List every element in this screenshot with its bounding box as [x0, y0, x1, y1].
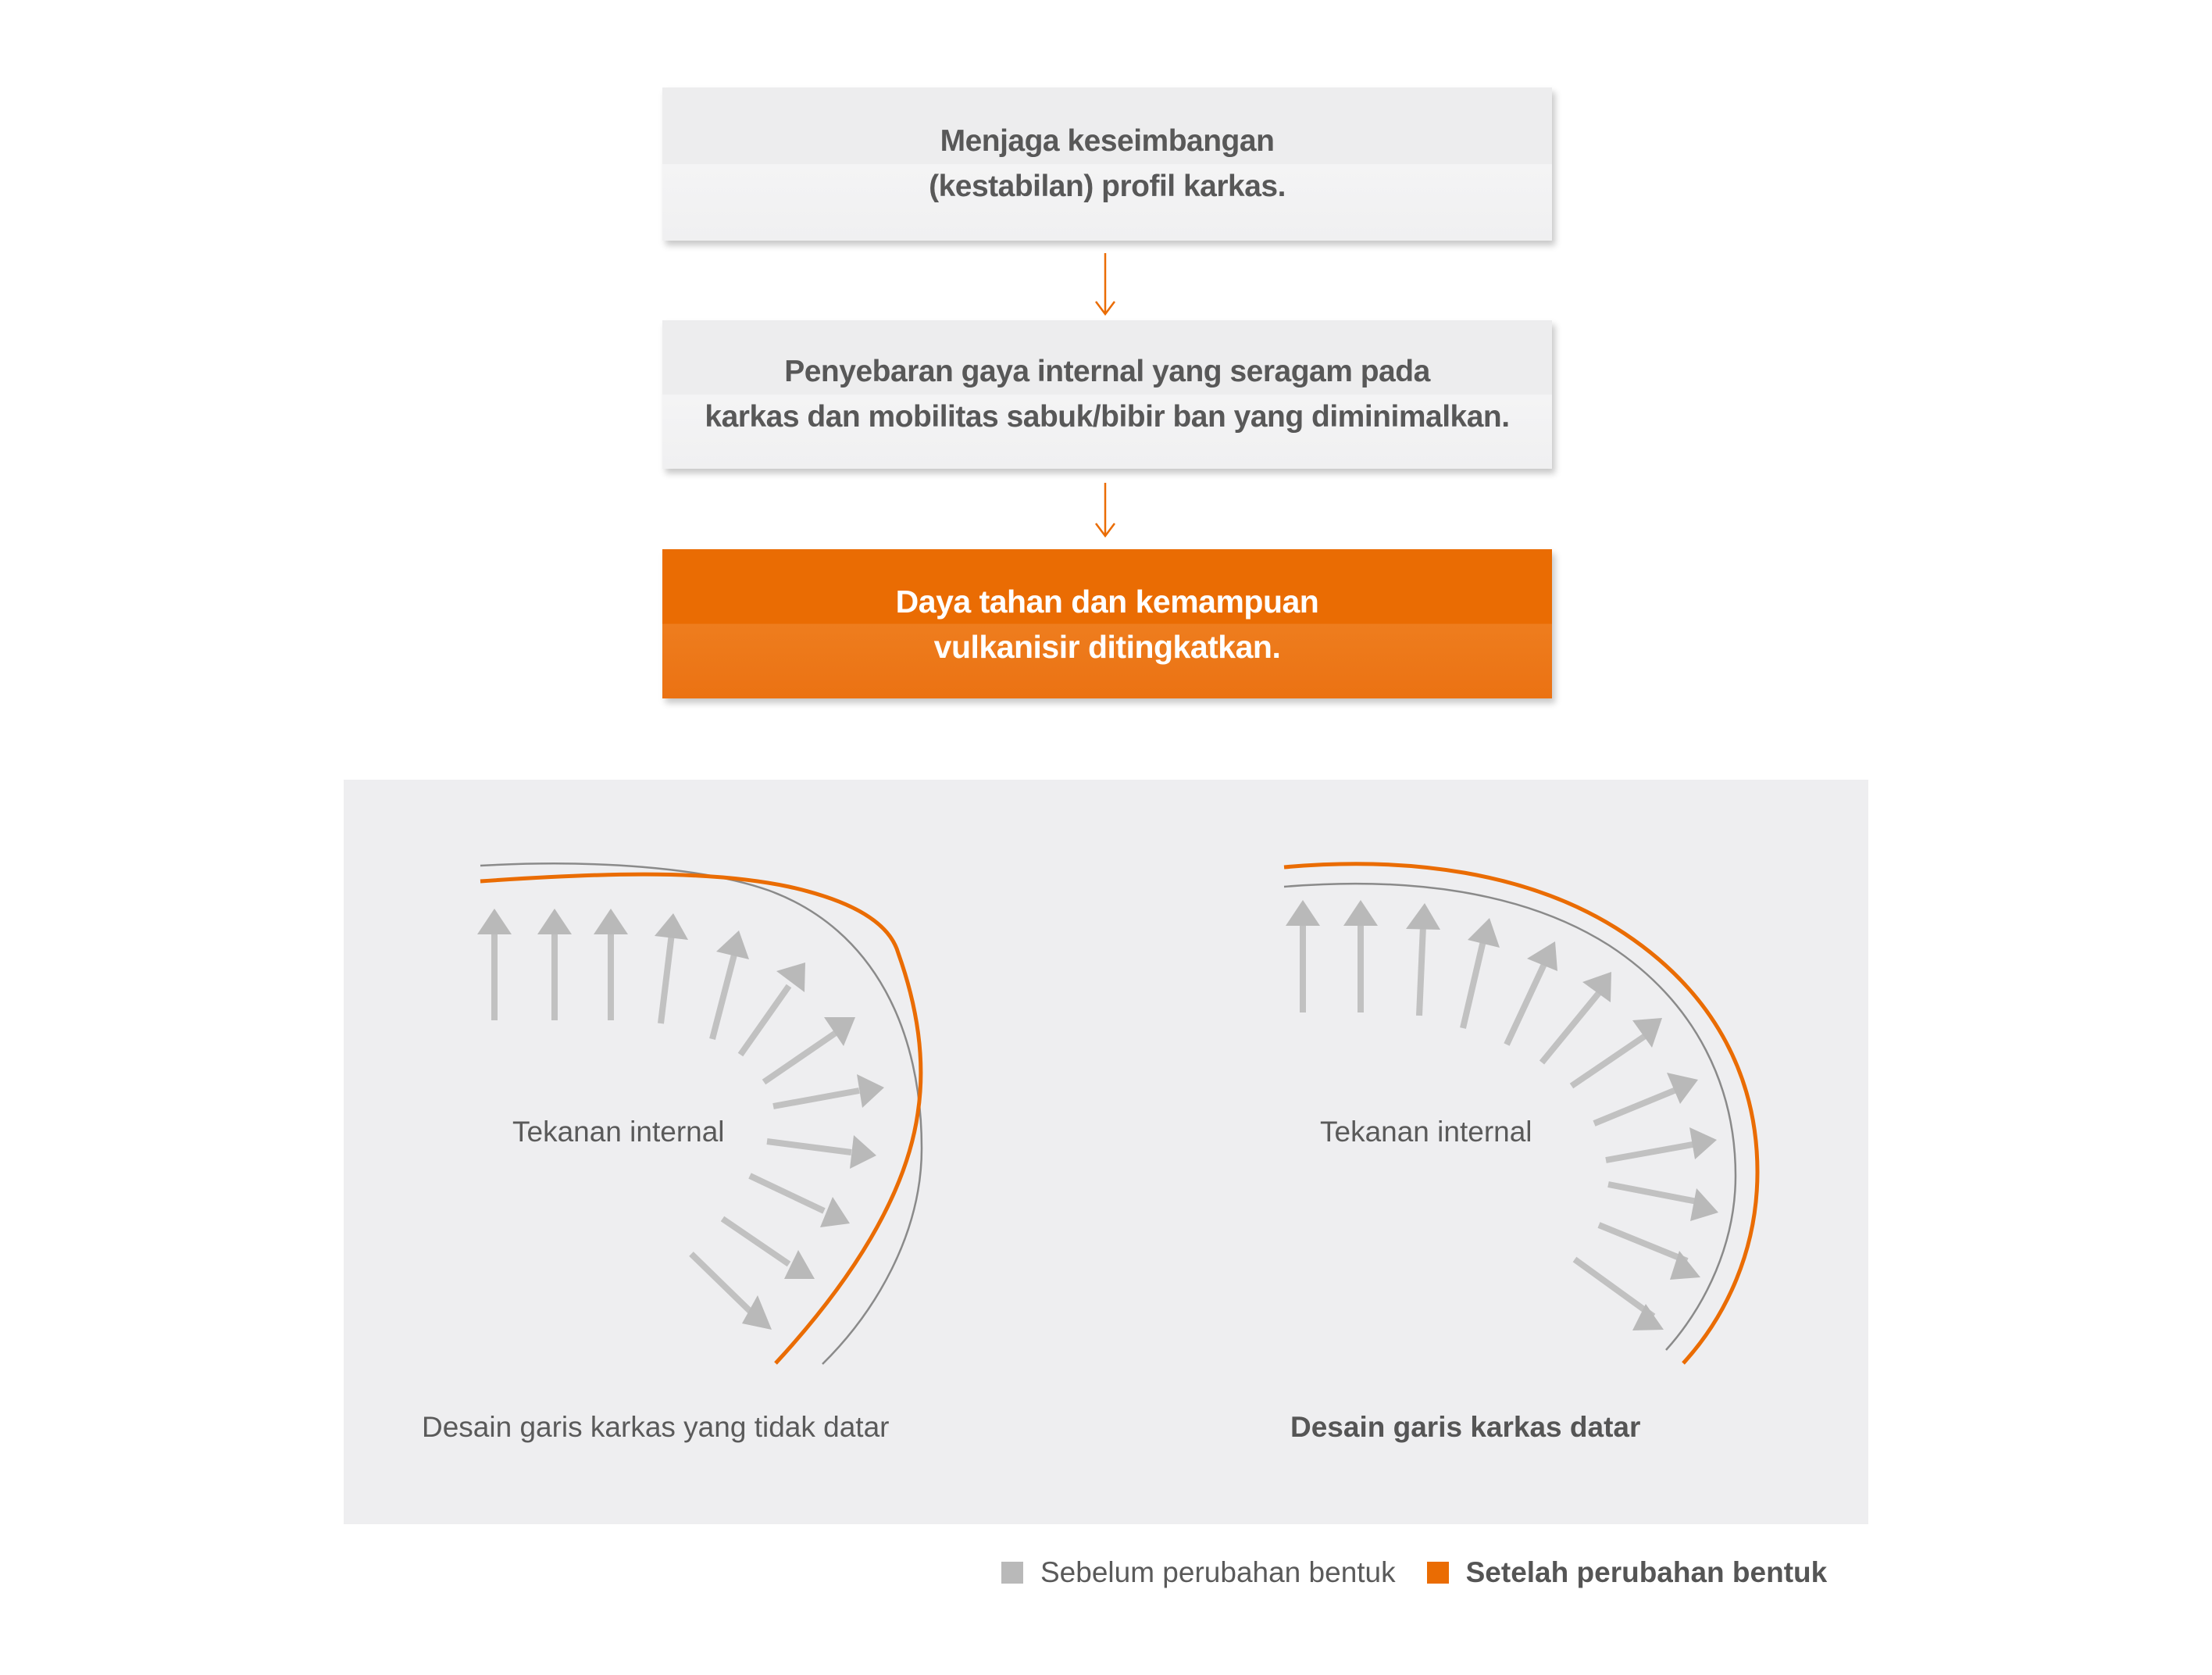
right-diagram: [1284, 864, 1757, 1363]
flow-box-text-line: Menjaga keseimbangan: [940, 124, 1275, 158]
left-diagram: [477, 863, 922, 1364]
legend: [1001, 1555, 1827, 1591]
left-pressure-label: Tekanan internal: [512, 1116, 725, 1148]
legend-label-after: Setelah perubahan bentuk: [1465, 1556, 1828, 1588]
before-deformation-curve: [480, 863, 922, 1364]
left-caption: Desain garis karkas yang tidak datar: [422, 1411, 890, 1443]
right-caption: Desain garis karkas datar: [1290, 1411, 1641, 1443]
flow-box-text-line: vulkanisir ditingkatkan.: [933, 628, 1281, 665]
flow-box-text-line: karkas dan mobilitas sabuk/bibir ban yang diminimalkan.: [705, 400, 1510, 434]
legend-label-before: Sebelum perubahan bentuk: [1040, 1556, 1396, 1588]
legend-swatch-after: [1427, 1562, 1449, 1584]
flow-box-text-line: Penyebaran gaya internal yang seragam pada: [784, 355, 1430, 388]
after-deformation-curve: [1284, 864, 1757, 1363]
right-pressure-label: Tekanan internal: [1320, 1116, 1532, 1148]
flow-box-text-line: Daya tahan dan kemampuan: [895, 583, 1319, 620]
flow-box-text-line: (kestabilan) profil karkas.: [929, 170, 1286, 203]
legend-swatch-before: [1001, 1562, 1023, 1584]
